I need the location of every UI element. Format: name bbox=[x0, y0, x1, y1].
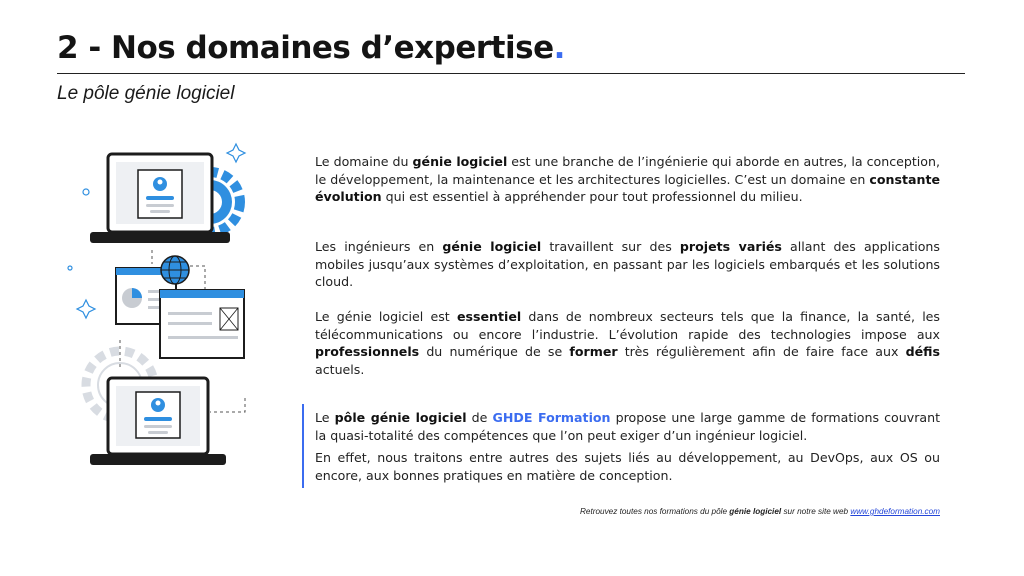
keyword: génie logiciel bbox=[412, 154, 508, 169]
laptop-icon bbox=[90, 378, 226, 465]
keyword: pôle génie logiciel bbox=[334, 410, 467, 425]
user-login-icon bbox=[138, 170, 182, 218]
accent-bar bbox=[302, 404, 304, 488]
title-dot: . bbox=[553, 30, 565, 66]
pie-chart-icon bbox=[122, 288, 142, 308]
keyword: former bbox=[569, 344, 618, 359]
paragraph-ghde: Le pôle génie logiciel de GHDE Formation propose une large gamme de formations couvrant la quasi-totalité des compétences que l’on peut exiger d’un ingénieur logiciel. bbox=[315, 410, 941, 443]
paragraph-sectors: Le génie logiciel est essentiel dans de nombreux secteurs tels que la finance, la santé, les télécommunications ou encore l’industrie. L’évolution rapide des technologies impose aux professionnels du numérique de se former très régulièrement afin de faire face aux défis actuels. bbox=[315, 309, 940, 377]
footer-note: Retrouvez toutes nos formations du pôle génie logiciel sur notre site web www.ghdeformation.com bbox=[580, 507, 940, 516]
laptop-icon bbox=[90, 154, 230, 243]
paragraph-topics: En effet, nous traitons entre autres des sujets liés au développement, au DevOps, aux OS ou encore, aux bonnes pratiques en matière de conception. bbox=[315, 450, 940, 483]
title-divider bbox=[57, 73, 965, 74]
website-link[interactable]: www.ghdeformation.com bbox=[850, 507, 940, 516]
keyword: essentiel bbox=[456, 309, 522, 324]
keyword: génie logiciel bbox=[442, 239, 542, 254]
keyword: constante évolution bbox=[315, 171, 940, 204]
software-illustration bbox=[60, 140, 260, 475]
brand-name: GHDE Formation bbox=[492, 410, 611, 425]
page-subtitle: Le pôle génie logiciel bbox=[57, 83, 235, 104]
user-login-icon bbox=[136, 392, 180, 438]
keyword: projets variés bbox=[679, 239, 782, 254]
paragraph-intro: Le domaine du génie logiciel est une branche de l’ingénierie qui aborde en autres, la conception, le développement, la maintenance et les architectures logicielles. C’est un domaine en constante évolution qui est essentiel à appréhender pour tout professionnel du milieu. bbox=[315, 154, 940, 204]
paragraph-engineers: Les ingénieurs en génie logiciel travaillent sur des projets variés allant des applications mobiles jusqu’aux systèmes d’exploitation, en passant par les logiciels embarqués et les solutions cloud. bbox=[315, 239, 940, 289]
page-title: 2 - Nos domaines d’expertise. bbox=[57, 30, 565, 66]
globe-icon bbox=[161, 256, 189, 284]
keyword: professionnels bbox=[315, 344, 420, 359]
keyword: défis bbox=[905, 344, 940, 359]
